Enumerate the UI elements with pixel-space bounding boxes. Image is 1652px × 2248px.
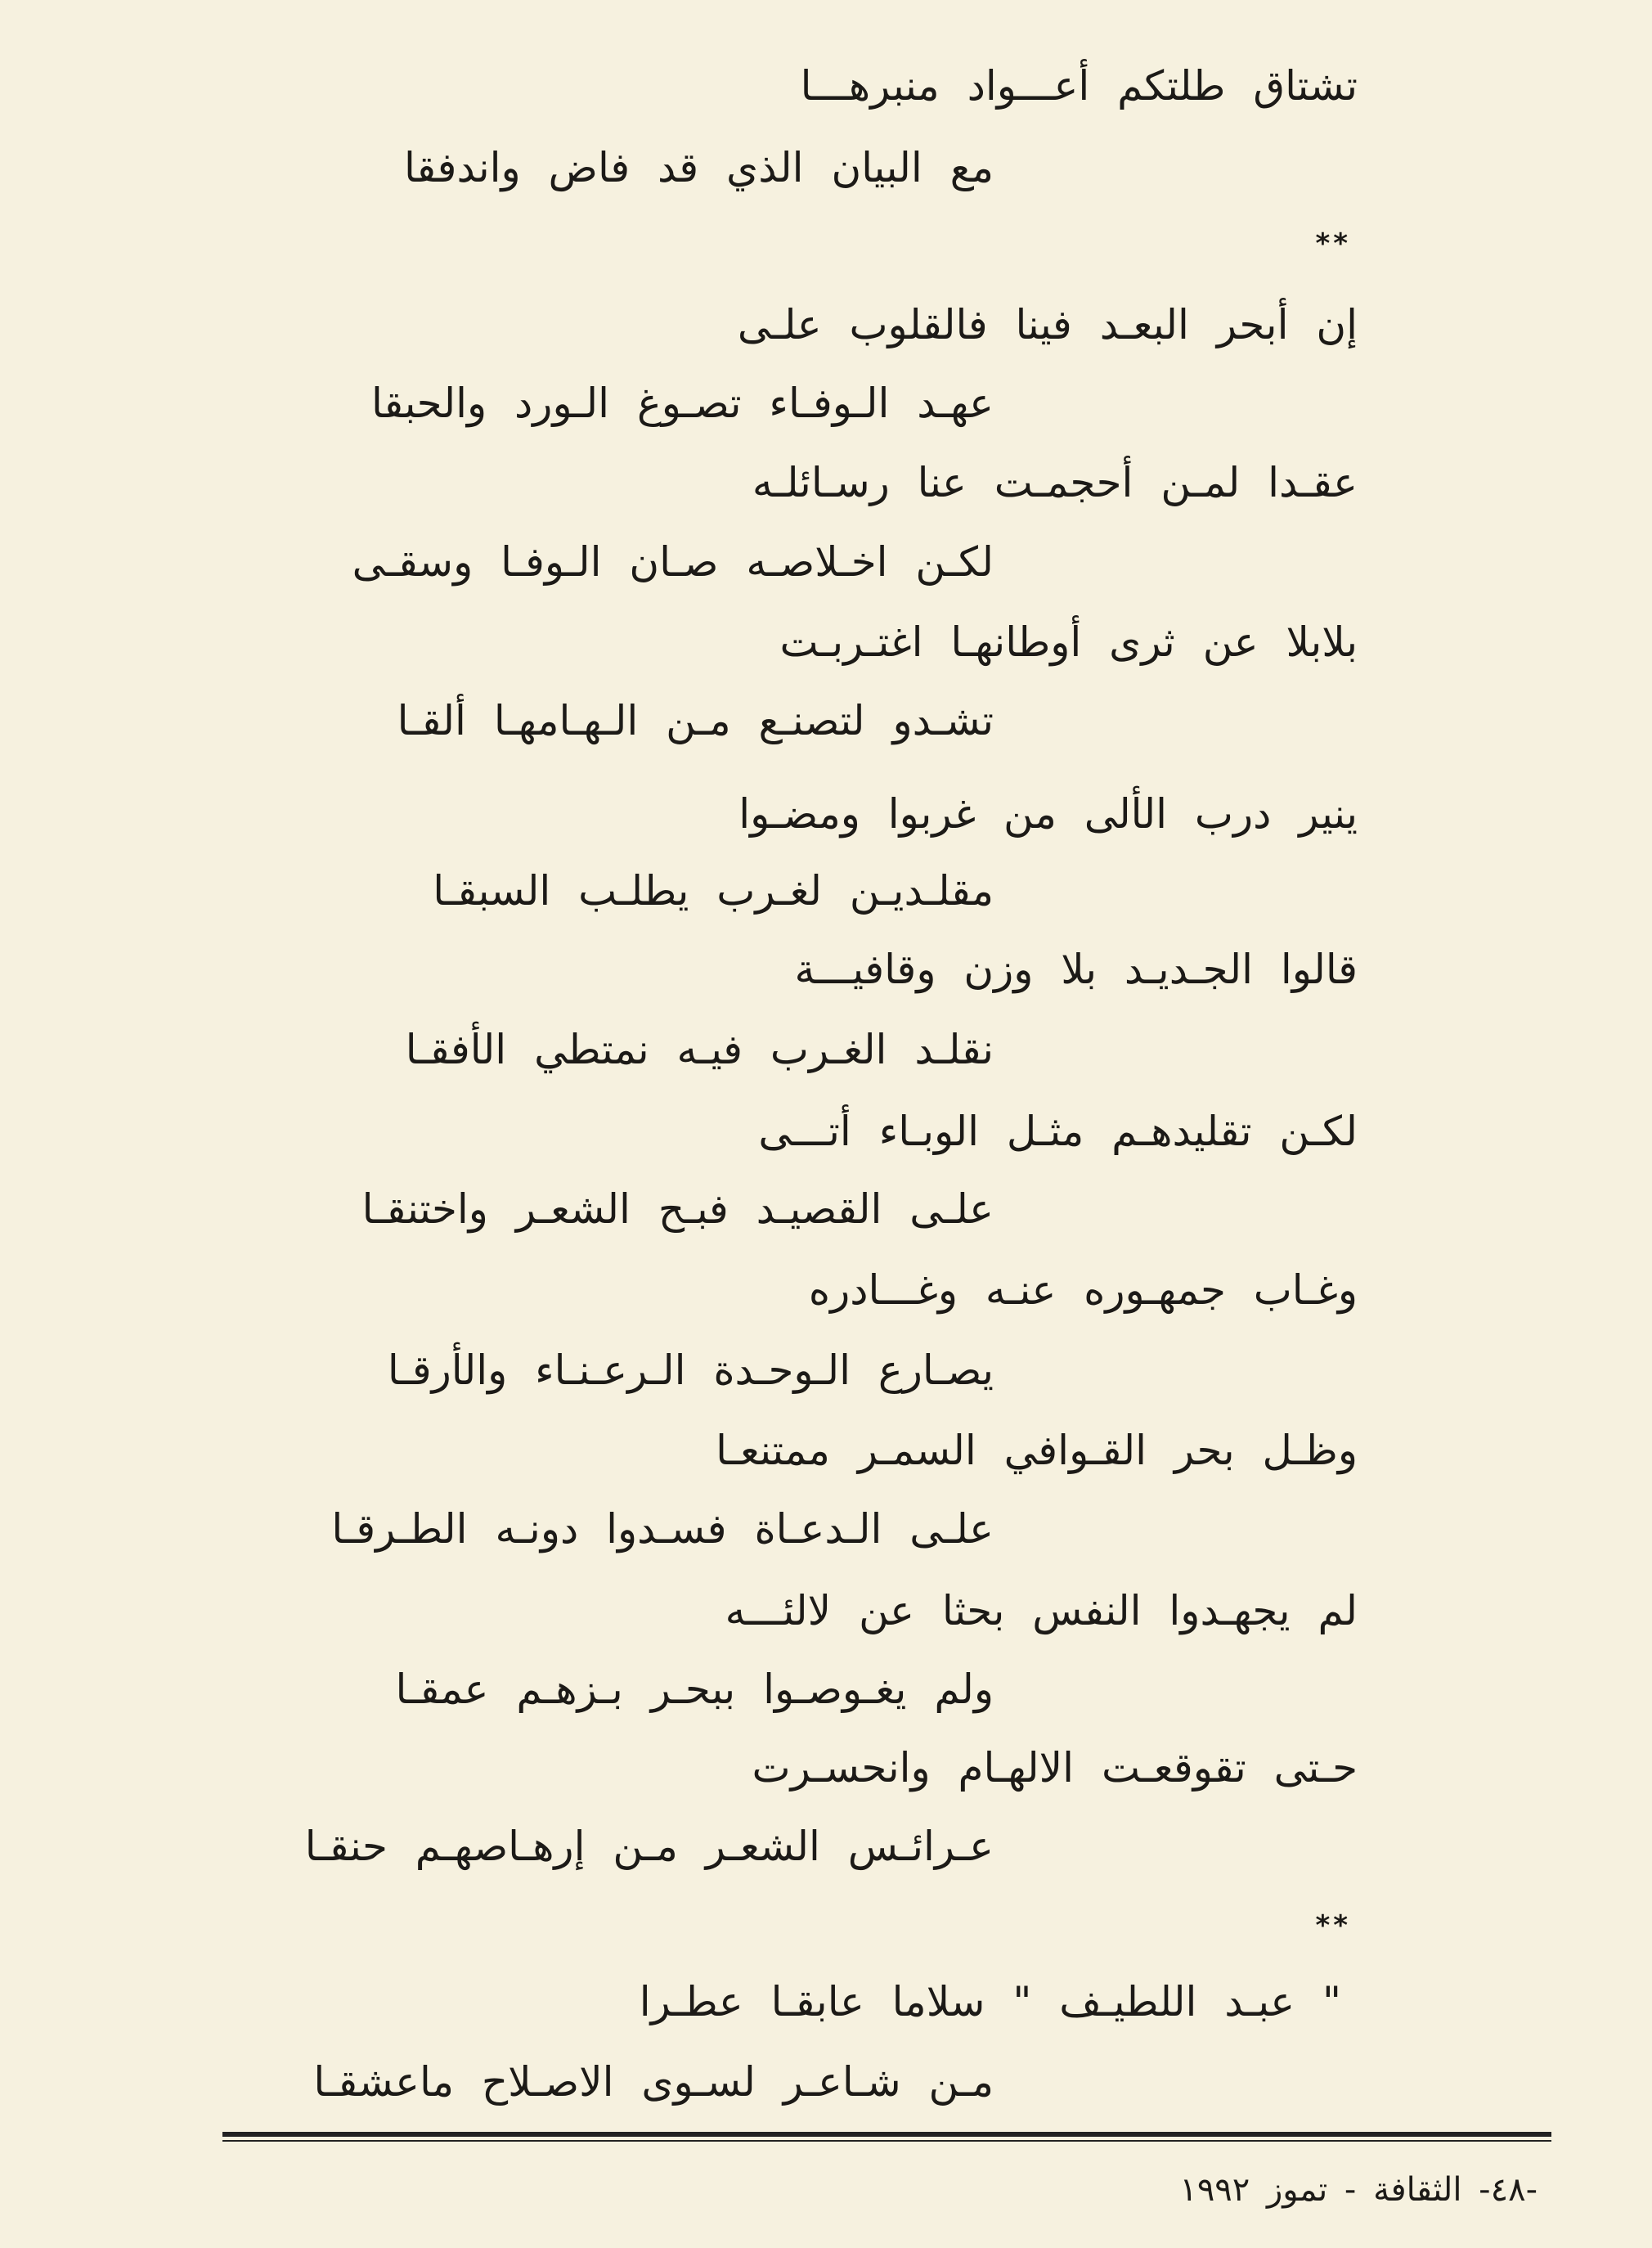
verse-line-3: إن أبحر البعـد فينا فالقلوب علـى xyxy=(737,301,1358,348)
verse-line-8: تشـدو لتصنـع مـن الـهـامهـا ألقـا xyxy=(397,697,994,744)
footer-rule-thin xyxy=(222,2140,1551,2142)
verse-line-17: وظـل بحر القـوافي السمـر ممتنعـا xyxy=(716,1427,1358,1474)
verse-line-12: نقلـد الغـرب فيـه نمتطي الأفقـا xyxy=(405,1026,994,1073)
verse-line-20: ولم يغـوصـوا ببحـر بـزهـم عمقـا xyxy=(395,1666,994,1713)
verse-line-6: لكـن اخـلاصـه صـان الـوفـا وسقـى xyxy=(352,538,994,586)
verse-line-10: مقلـديـن لغـرب يطلـب السبقـا xyxy=(433,867,994,915)
verse-line-4: عهـد الـوفـاء تصـوغ الـورد والحبقا xyxy=(370,380,994,427)
verse-line-11: قالوا الجـديـد بلا وزن وقافيـــة xyxy=(794,946,1358,993)
verse-line-15: وغـاب جمهـوره عنـه وغـــادره xyxy=(808,1266,1358,1314)
verse-line-7: بلابلا عن ثرى أوطانهـا اغتـربـت xyxy=(779,618,1358,666)
verse-line-13: لكـن تقليدهـم مثـل الوبـاء أتـــى xyxy=(758,1108,1358,1155)
verse-line-22: عـرائـس الشعـر مـن إرهـاصهـم حنقـا xyxy=(304,1823,994,1870)
section-separator-1: ** xyxy=(1315,227,1351,260)
verse-line-5: عقـدا لمـن أحجمـت عنا رسـائلـه xyxy=(752,459,1358,506)
page-footer: -٤٨- الثقافة - تموز ١٩٩٢ xyxy=(1179,2171,1538,2209)
verse-line-14: علـى القصيـد فبـح الشعـر واختنقـا xyxy=(361,1185,994,1233)
verse-line-24: مـن شـاعـر لسـوى الاصـلاح ماعشقـا xyxy=(313,2058,994,2106)
verse-line-18: علـى الـدعـاة فسـدوا دونـه الطـرقـا xyxy=(331,1505,994,1553)
verse-line-9: ينير درب الألى من غربوا ومضـوا xyxy=(738,790,1358,838)
section-separator-2: ** xyxy=(1315,1909,1351,1942)
verse-line-1: تشتاق طلتكم أعـــواد منبرهـــا xyxy=(800,62,1358,110)
verse-line-16: يصـارع الـوحـدة الـرعـنـاء والأرقـا xyxy=(387,1347,994,1394)
verse-line-2: مع البيان الذي قد فاض واندفقا xyxy=(404,144,994,191)
verse-line-21: حـتى تقوقعـت الالهـام وانحسـرت xyxy=(752,1744,1358,1792)
footer-rule xyxy=(222,2132,1551,2137)
verse-line-23: " عبـد اللطيـف " سلاما عابقـا عطـرا xyxy=(639,1978,1341,2025)
verse-line-19: لم يجهـدوا النفس بحثا عن لالئـــه xyxy=(725,1587,1358,1634)
